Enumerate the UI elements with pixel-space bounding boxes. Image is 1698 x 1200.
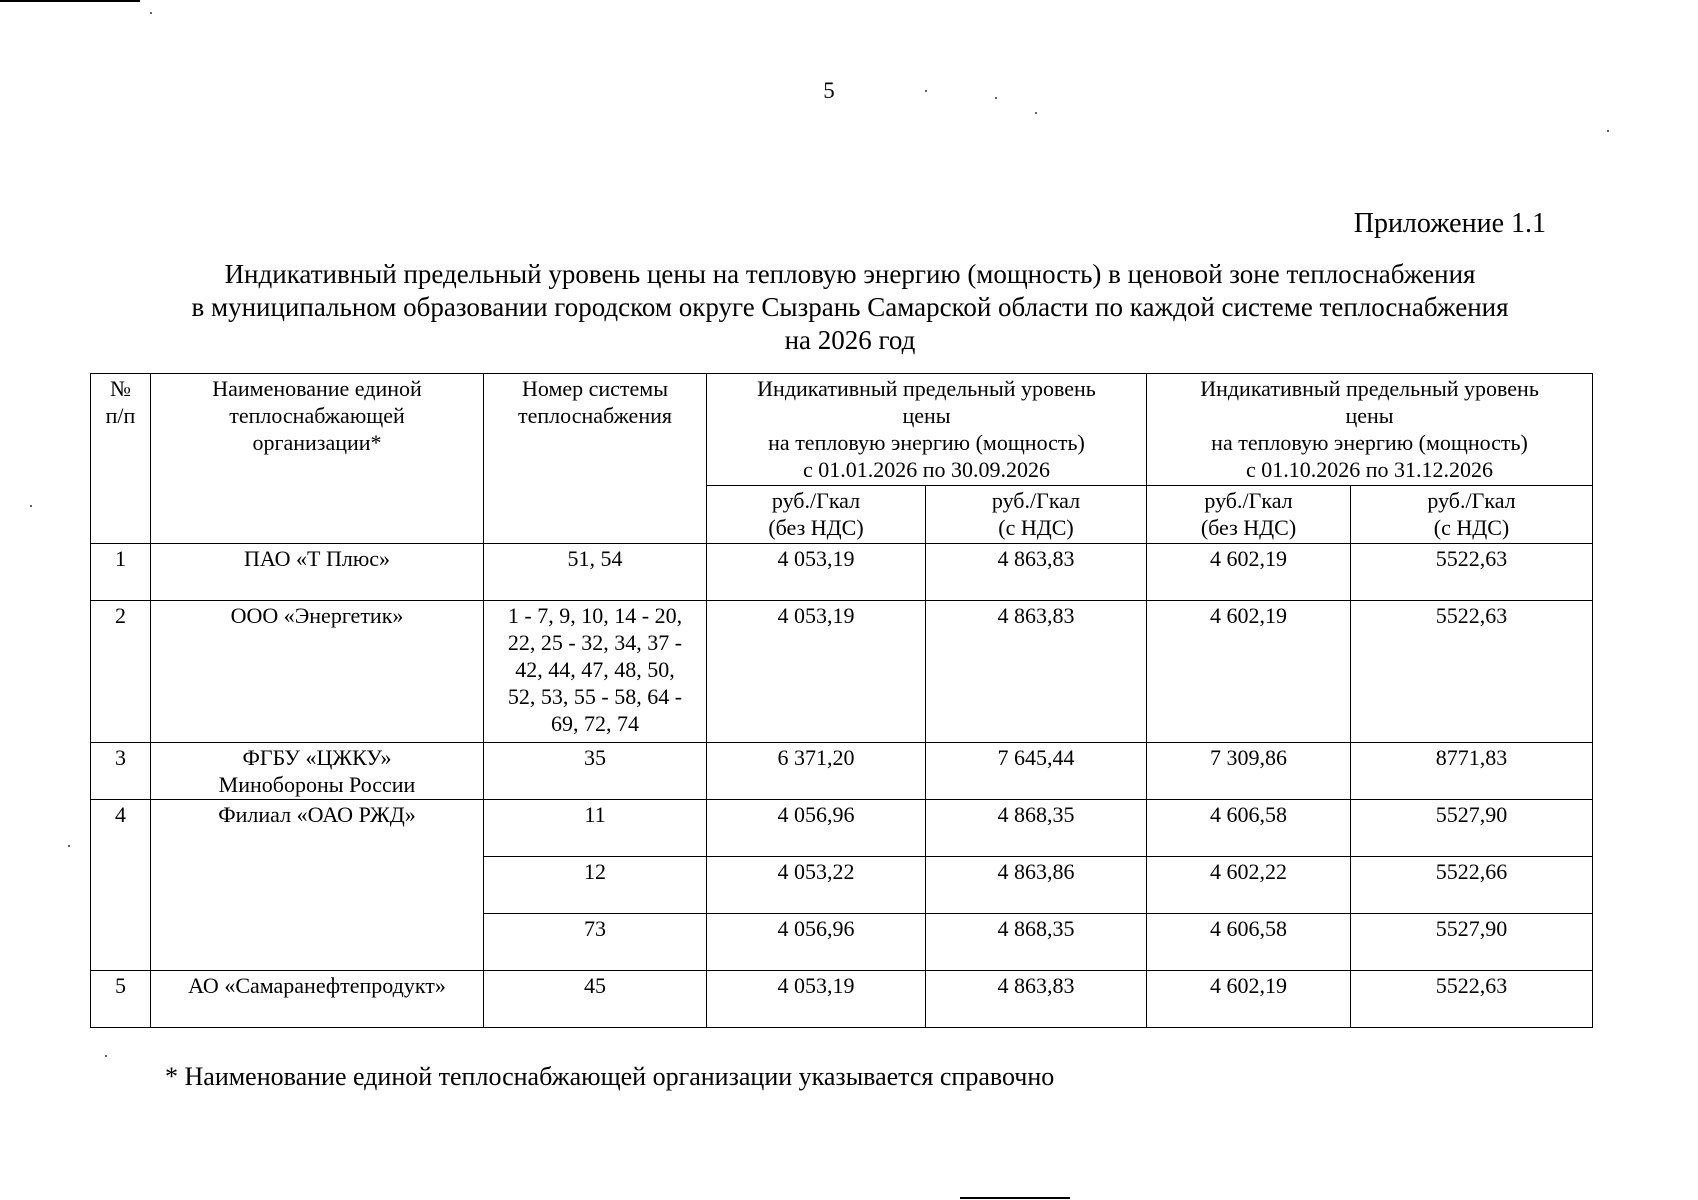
cell-p2-vat: 5522,63 [1351, 601, 1593, 743]
cell-org: ПАО «Т Плюс» [151, 544, 484, 601]
cell-num: 3 [91, 743, 151, 800]
header-p1-no-vat: руб./Гкал (без НДС) [707, 486, 926, 544]
cell-p1-vat: 4 863,83 [926, 544, 1147, 601]
header-period-2: Индикативный предельный уровень цены на тепловую энергию (мощность) с 01.10.2026 по 31.12.2026 [1147, 374, 1593, 486]
appendix-label: Приложение 1.1 [1353, 208, 1546, 239]
scan-speck [150, 12, 152, 14]
cell-system: 1 - 7, 9, 10, 14 - 20, 22, 25 - 32, 34, 37 - 42, 44, 47, 48, 50, 52, 53, 55 - 58, 64 - 69, 72, 74 [484, 601, 707, 743]
cell-system: 45 [484, 971, 707, 1028]
cell-p1-no-vat: 4 053,19 [707, 601, 926, 743]
cell-p2-no-vat: 4 602,19 [1147, 544, 1351, 601]
scan-speck [30, 505, 32, 507]
cell-system: 35 [484, 743, 707, 800]
cell-p1-no-vat: 6 371,20 [707, 743, 926, 800]
cell-p1-vat: 4 863,83 [926, 971, 1147, 1028]
cell-org: ФГБУ «ЦЖКУ» Минобороны России [151, 743, 484, 800]
cell-p1-vat: 4 868,35 [926, 914, 1147, 971]
scan-speck [1607, 130, 1609, 132]
scan-speck [68, 845, 70, 847]
title-line-3: на 2026 год [784, 325, 916, 355]
cell-p2-vat: 5527,90 [1351, 914, 1593, 971]
cell-p2-no-vat: 4 602,22 [1147, 857, 1351, 914]
cell-p2-vat: 5522,66 [1351, 857, 1593, 914]
cell-p1-no-vat: 4 053,19 [707, 971, 926, 1028]
cell-p1-no-vat: 4 053,22 [707, 857, 926, 914]
cell-system: 51, 54 [484, 544, 707, 601]
title-line-2: в муниципальном образовании городском округе Сызрань Самарской области по каждой системе теплоснабжения [191, 292, 1509, 322]
scan-artifact-bottom-line [960, 1197, 1070, 1199]
header-num: № п/п [91, 374, 151, 544]
cell-system: 12 [484, 857, 707, 914]
cell-num: 1 [91, 544, 151, 601]
cell-p2-no-vat: 4 606,58 [1147, 914, 1351, 971]
cell-p1-vat: 7 645,44 [926, 743, 1147, 800]
cell-p1-vat: 4 863,86 [926, 857, 1147, 914]
table-row [91, 743, 1593, 800]
cell-p2-vat: 5522,63 [1351, 544, 1593, 601]
cell-p2-vat: 8771,83 [1351, 743, 1593, 800]
header-row [91, 374, 1593, 486]
cell-system: 11 [484, 800, 707, 857]
cell-p2-no-vat: 4 602,19 [1147, 601, 1351, 743]
header-p2-vat: руб./Гкал (с НДС) [1351, 486, 1593, 544]
cell-p1-no-vat: 4 056,96 [707, 800, 926, 857]
table-row [91, 601, 1593, 743]
cell-p1-vat: 4 863,83 [926, 601, 1147, 743]
header-p2-no-vat: руб./Гкал (без НДС) [1147, 486, 1351, 544]
price-table [90, 373, 1593, 1028]
cell-system: 73 [484, 914, 707, 971]
cell-p2-vat: 5527,90 [1351, 800, 1593, 857]
scan-artifact-top-line [0, 0, 140, 2]
cell-p1-no-vat: 4 056,96 [707, 914, 926, 971]
header-org: Наименование единой теплоснабжающей организации* [151, 374, 484, 544]
cell-org: ООО «Энергетик» [151, 601, 484, 743]
scan-speck [1035, 112, 1037, 114]
cell-p2-no-vat: 4 602,19 [1147, 971, 1351, 1028]
cell-p1-no-vat: 4 053,19 [707, 544, 926, 601]
table-row [91, 971, 1593, 1028]
cell-num: 2 [91, 601, 151, 743]
cell-p2-no-vat: 4 606,58 [1147, 800, 1351, 857]
header-system: Номер системы теплоснабжения [484, 374, 707, 544]
title-line-1: Индикативный предельный уровень цены на тепловую энергию (мощность) в ценовой зоне теплоснабжения [224, 259, 1476, 289]
document-title [100, 258, 1600, 357]
footnote: * Наименование единой теплоснабжающей организации указывается справочно [165, 1062, 1055, 1091]
cell-org: Филиал «ОАО РЖД» [151, 800, 484, 971]
cell-num: 4 [91, 800, 151, 971]
page-number: 5 [823, 78, 835, 103]
table-row [91, 544, 1593, 601]
header-period-1: Индикативный предельный уровень цены на тепловую энергию (мощность) с 01.01.2026 по 30.09.2026 [707, 374, 1147, 486]
cell-org: АО «Самаранефтепродукт» [151, 971, 484, 1028]
cell-p2-no-vat: 7 309,86 [1147, 743, 1351, 800]
header-p1-vat: руб./Гкал (с НДС) [926, 486, 1147, 544]
cell-p1-vat: 4 868,35 [926, 800, 1147, 857]
table-row [91, 800, 1593, 857]
scan-speck [105, 1055, 107, 1057]
cell-num: 5 [91, 971, 151, 1028]
cell-p2-vat: 5522,63 [1351, 971, 1593, 1028]
